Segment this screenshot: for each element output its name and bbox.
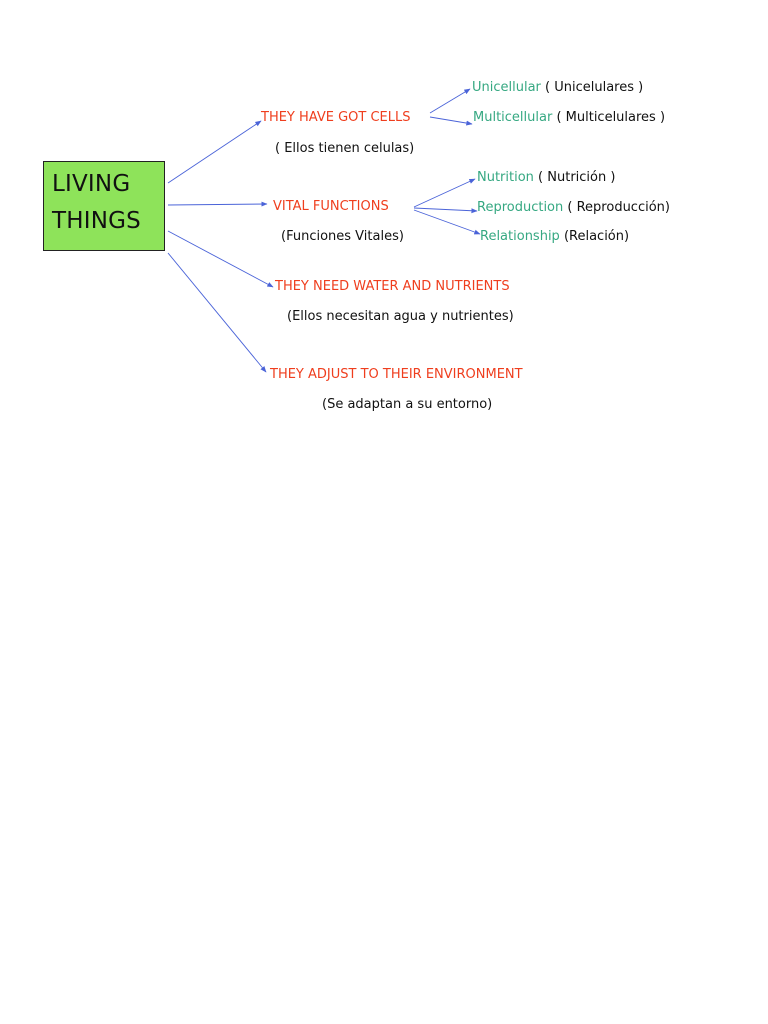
- root-node: [43, 161, 165, 251]
- branch-vital-functions-title: VITAL FUNCTIONS: [273, 199, 389, 214]
- branch-environment-translation: (Se adaptan a su entorno): [322, 397, 493, 412]
- child-nutrition-term: Nutrition: [477, 170, 534, 185]
- child-multicellular: [473, 110, 665, 126]
- child-relationship: [480, 229, 629, 245]
- branch-water-title: THEY NEED WATER AND NUTRIENTS: [275, 279, 510, 294]
- arrow-cells-to-unicellular: [430, 89, 470, 113]
- child-multicellular-translation: ( Multicelulares ): [552, 110, 666, 125]
- root-label-line2: THINGS: [52, 208, 141, 234]
- child-reproduction-term: Reproduction: [477, 200, 564, 215]
- child-relationship-term: Relationship: [480, 229, 560, 244]
- arrow-cells-to-multicellular: [430, 117, 472, 124]
- branch-vital-functions-translation: (Funciones Vitales): [281, 229, 404, 244]
- child-unicellular-term: Unicellular: [472, 80, 541, 95]
- branch-cells-title: THEY HAVE GOT CELLS: [261, 110, 411, 125]
- arrow-vital-to-relationship: [414, 210, 480, 234]
- arrow-root-to-water: [168, 231, 273, 287]
- child-relationship-translation: (Relación): [559, 229, 630, 244]
- arrow-root-to-vital-functions: [168, 204, 267, 205]
- child-unicellular: [472, 80, 643, 96]
- child-multicellular-term: Multicellular: [473, 110, 553, 125]
- child-nutrition: [477, 170, 615, 186]
- arrow-vital-to-reproduction: [414, 208, 477, 211]
- branch-water-translation: (Ellos necesitan agua y nutrientes): [287, 309, 514, 324]
- arrow-root-to-cells: [168, 121, 261, 183]
- child-reproduction: [477, 200, 670, 216]
- child-reproduction-translation: ( Reproducción): [563, 200, 670, 215]
- root-label-line1: LIVING: [52, 171, 131, 197]
- arrow-root-to-environment: [168, 253, 266, 372]
- branch-cells-translation: ( Ellos tienen celulas): [275, 141, 415, 156]
- arrow-vital-to-nutrition: [414, 179, 475, 207]
- branch-environment-title: THEY ADJUST TO THEIR ENVIRONMENT: [270, 367, 523, 382]
- child-nutrition-translation: ( Nutrición ): [533, 170, 616, 185]
- child-unicellular-translation: ( Unicelulares ): [540, 80, 644, 95]
